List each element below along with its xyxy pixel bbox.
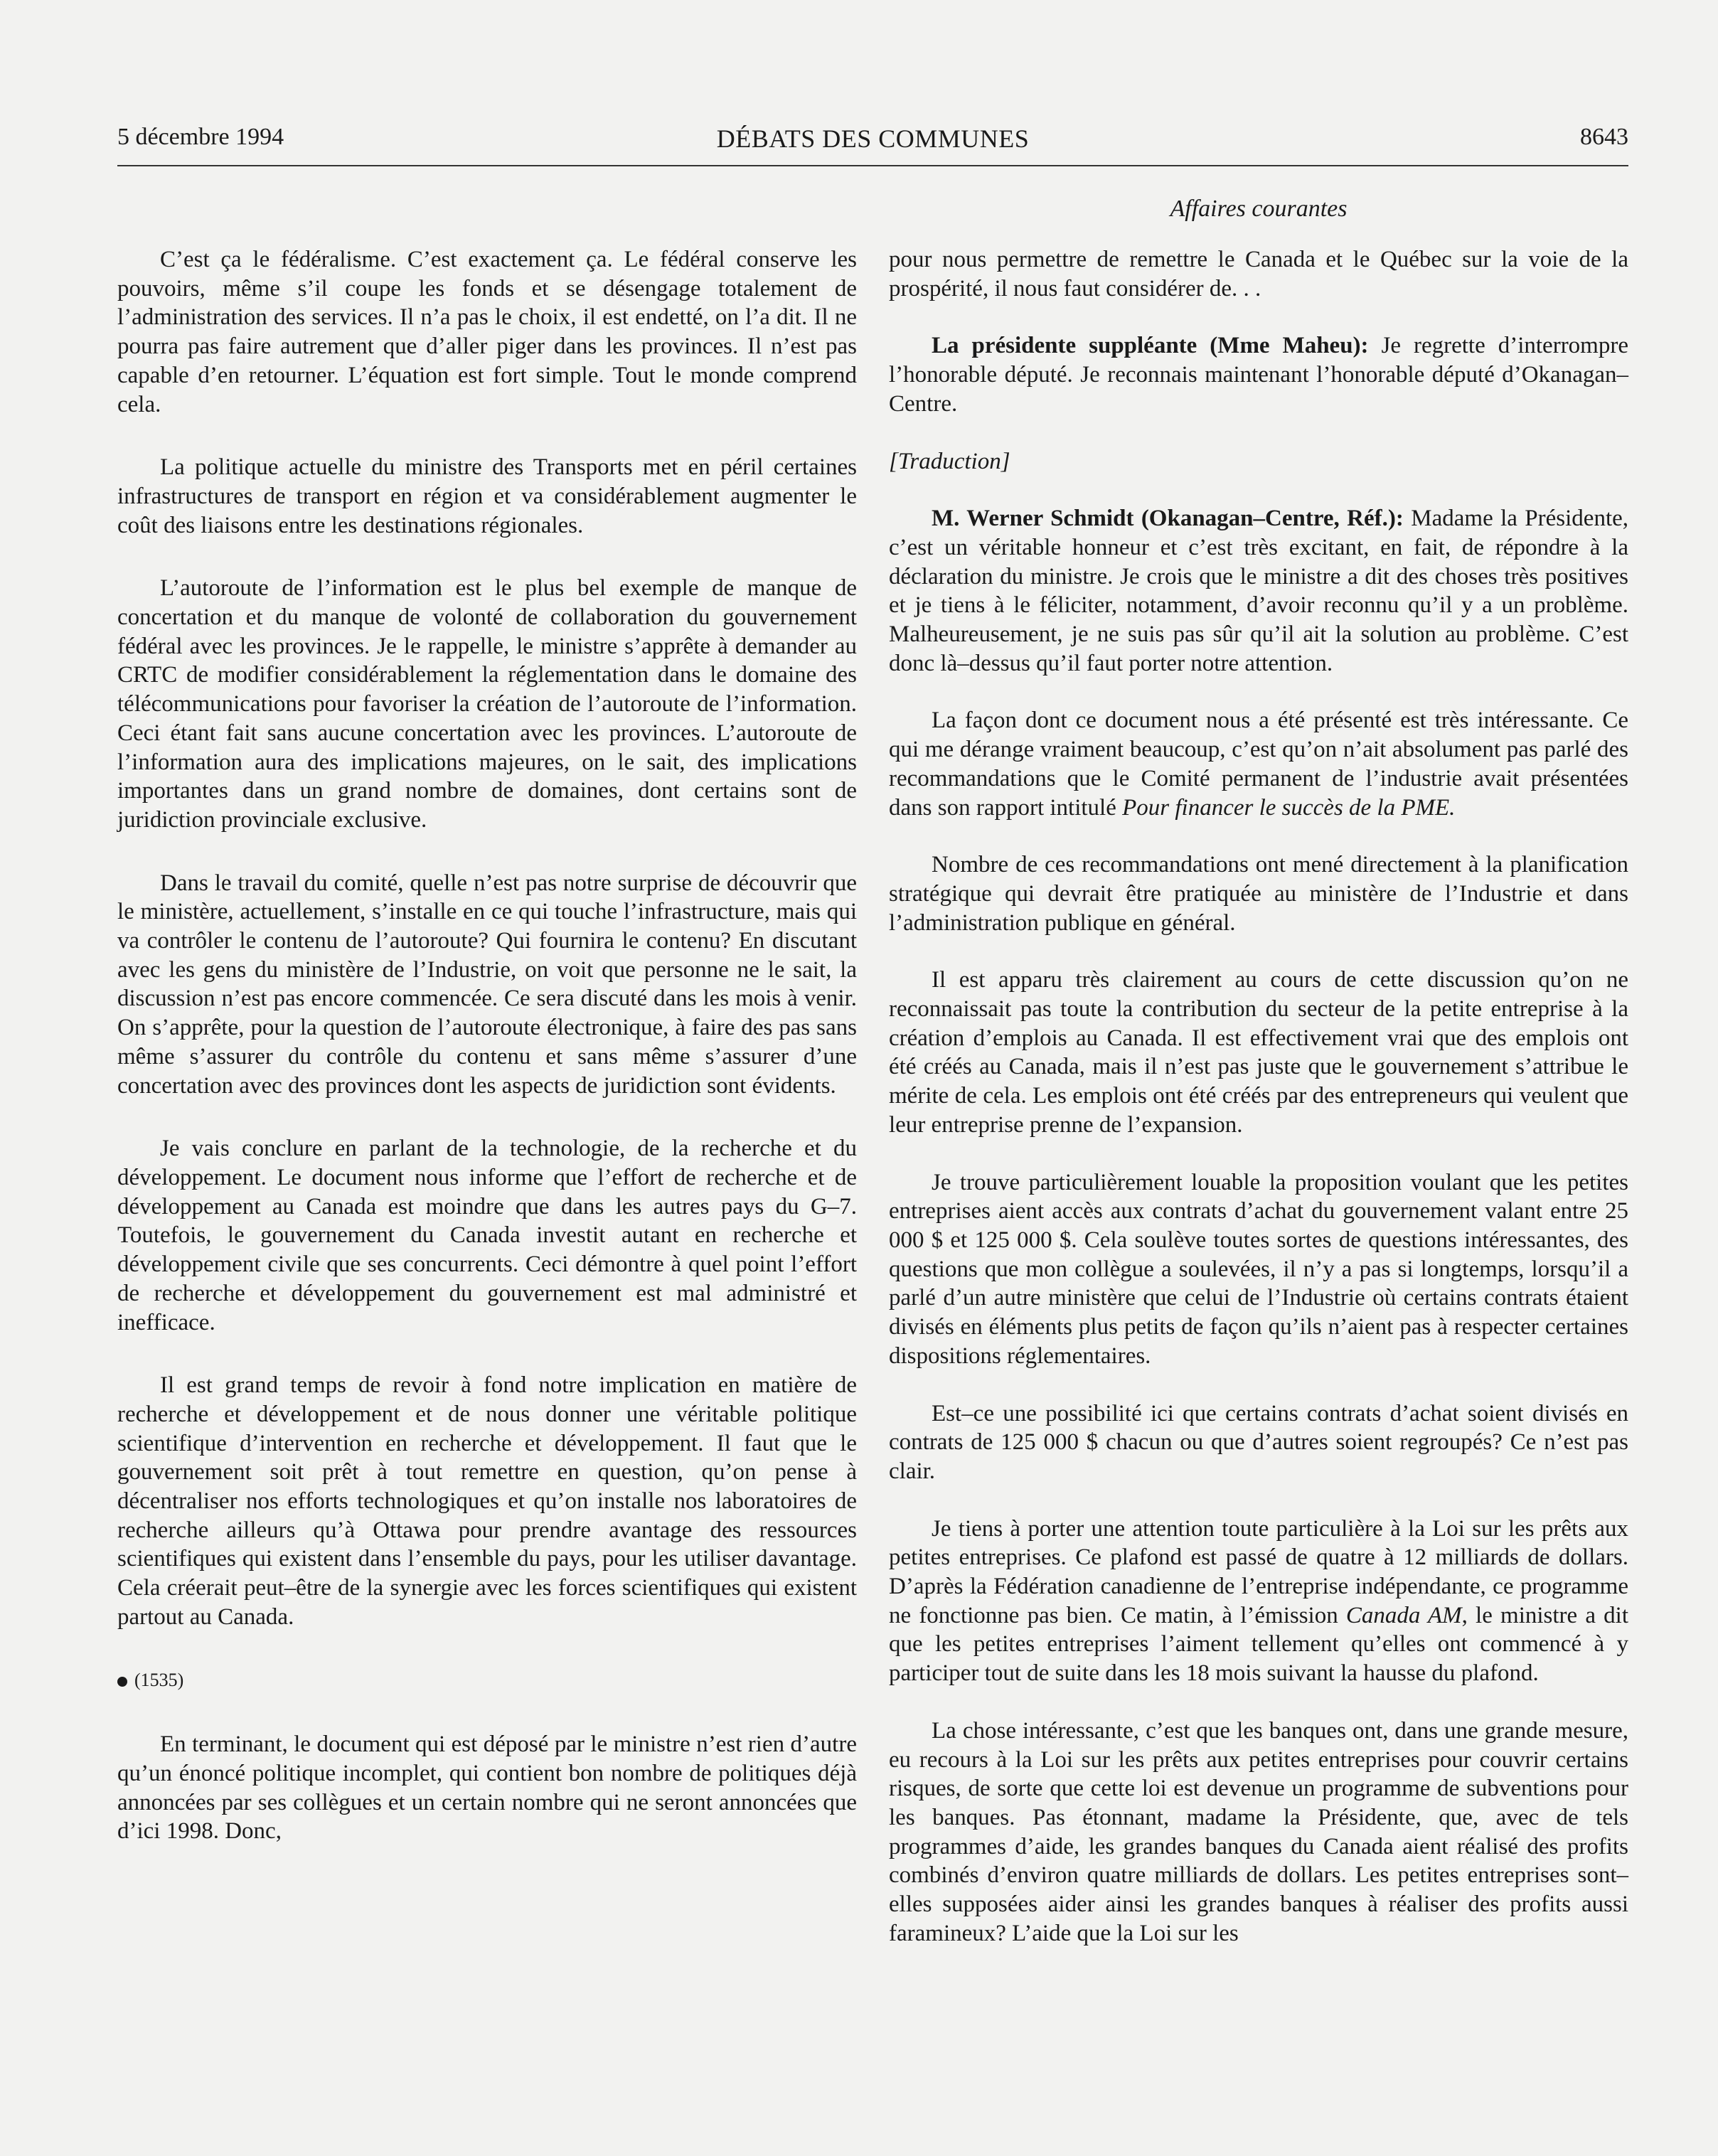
bullet-icon — [117, 1677, 127, 1687]
speaker-name: La présidente suppléante (Mme Maheu): — [932, 333, 1369, 359]
paragraph: pour nous permettre de remettre le Canada et le Québec sur la voie de la prospérité, il nous faut considérer de. . . — [889, 247, 1628, 301]
paragraph — [889, 1515, 1628, 1688]
left-column — [117, 245, 857, 1846]
speaker-paragraph — [889, 331, 1628, 418]
paragraph: C’est ça le fédéralisme. C’est exactement ça. Le fédéral conserve les pouvoirs, même s’il coupe les fonds et se désengage totalement de l’administration des services. Il n’a pas le choix, il est endetté, on l’a dit. Il ne pourra pas faire autrement que d’aller piger dans les provinces. Il n’est pas capable d’en retourner. L’équation est fort simple. Tout le monde comprend cela. — [117, 247, 857, 417]
paragraph: Nombre de ces recommandations ont mené directement à la planification stratégique qui devrait être pratiquée au ministère de l’Industrie et dans l’administration publique en général. — [889, 852, 1628, 936]
time-marker — [117, 1666, 857, 1695]
right-column — [889, 245, 1628, 1948]
translation-label-text: [Traduction] — [889, 448, 1010, 474]
speaker-name: M. Werner Schmidt (Okanagan–Centre, Réf.): — [932, 506, 1404, 532]
speech-text: , le ministre a dit que les petites entreprises l’aiment tellement qu’elles ont commencé à y participer tout de suite dans les 18 mois suivant la hausse du plafond. — [889, 1602, 1629, 1687]
paragraph: La chose intéressante, c’est que les banques ont, dans une grande mesure, eu recours à la Loi sur les prêts aux petites entreprises pour couvrir certains risques, de sorte que cette loi est devenue un programme de subventions pour les banques. Pas étonnant, madame la Présidente, que, avec de tels programmes d’aide, les grandes banques du Canada aient réalisé des profits combinés d’environ quatre milliards de dollars. Les petites entreprises sont–elles supposées aider ainsi les grandes banques à réaliser des profits aussi faramineux? L’aide que la Loi sur les — [889, 1717, 1628, 1946]
paragraph: Dans le travail du comité, quelle n’est pas notre surprise de découvrir que le ministère, actuellement, s’installe en ce qui touche l’infrastructure, mais qui va contrôler le contenu de l’autoroute? Qui fournira le contenu? En discutant avec les gens du ministère de l’Industrie, on voit que personne ne le sait, la discussion n’est pas encore commencée. Ce sera discuté dans les mois à venir. On s’apprête, pour la question de l’autoroute électronique, à faire des pas sans même s’assurer du contrôle du contenu et sans même s’assurer d’une concertation avec des provinces dont les aspects de juridiction sont évidents. — [117, 870, 857, 1099]
report-title: Pour financer le succès de la PME. — [1122, 794, 1456, 821]
paragraph — [889, 706, 1628, 822]
section-title: Affaires courantes — [1170, 196, 1348, 222]
speech-text: Je tiens à porter une attention toute particulière à la Loi sur les prêts aux petites entreprises. Ce plafond est passé de quatre à 12 milliards de dollars. D’après la Fédération canadienne de l’entreprise indépendante, ce programme ne fonctionne pas bien. Ce matin, à l’émission — [889, 1515, 1628, 1628]
header-page-number: 8643 — [1580, 124, 1628, 150]
time-marker-text: (1535) — [134, 1669, 184, 1690]
paragraph: Il est apparu très clairement au cours de cette discussion qu’on ne reconnaissait pas toute la contribution du secteur de la petite entreprise à la création d’emplois au Canada. Il est effectivement vrai que des emplois ont été créés au Canada, mais il n’est pas juste que le gouvernement s’attribue le mérite de cela. Les emplois ont été créés par des entrepreneurs qui veulent que leur entreprise prenne de l’expansion. — [889, 967, 1628, 1138]
paragraph: L’autoroute de l’information est le plus bel exemple de manque de concertation et du manque de volonté de collaboration du gouvernement fédéral avec les provinces. Je le rappelle, le ministre s’apprête à demander au CRTC de modifier considérablement la réglementation dans le domaine des télécommunications pour favoriser la création de l’autoroute de l’information. Ceci étant fait sans aucune concertation avec les provinces. L’autoroute de l’information aura des implications majeures, on le sait, des implications importantes dans un grand nombre de domaines, dont certains sont de juridiction provinciale exclusive. — [117, 575, 857, 833]
paragraph: Est–ce une possibilité ici que certains contrats d’achat soient divisés en contrats de 125 000 $ chacun ou que d’autres soient regroupés? Ce n’est pas clair. — [889, 1400, 1628, 1484]
header-rule — [117, 165, 1628, 166]
show-title: Canada AM — [1345, 1602, 1462, 1628]
header-date: 5 décembre 1994 — [117, 124, 284, 150]
header-title: DÉBATS DES COMMUNES — [716, 124, 1030, 153]
speech-text: Madame la Présidente, c’est un véritable honneur et c’est très excitant, en fait, de répondre à la déclaration du ministre. Je crois que le ministre a dit des choses très positives et je tiens à le féliciter, notamment, d’avoir reconnu qu’il y a un problème. Malheureusement, je ne suis pas sûr qu’il ait la solution au problème. C’est donc là–dessus qu’il faut porter notre attention. — [889, 506, 1629, 676]
translation-label — [889, 447, 1628, 476]
speaker-paragraph — [889, 504, 1628, 678]
paragraph: En terminant, le document qui est déposé par le ministre n’est rien d’autre qu’un énoncé politique incomplet, qui contient bon nombre de politiques déjà annoncées par ses collègues et un certain nombre qui ne seront annoncées que d’ici 1998. Donc, — [117, 1731, 857, 1845]
page-header — [117, 121, 1628, 164]
paragraph: La politique actuelle du ministre des Transports met en péril certaines infrastructures de transport en région et va considérablement augmenter le coût des liaisons entre les destinations régionales. — [117, 454, 857, 538]
speech-text: La façon dont ce document nous a été présenté est très intéressante. Ce qui me dérange vraiment beaucoup, c’est qu’on n’ait absolument pas parlé des recommandations que le Comité permanent de l’industrie avait présentées dans son rapport intitulé — [889, 708, 1628, 821]
paragraph: Je trouve particulièrement louable la proposition voulant que les petites entreprises aient accès aux contrats d’achat du gouvernement valant entre 25 000 $ et 125 000 $. Cela soulève toutes sortes de questions intéressantes, des questions que mon collègue a soulevées, il n’y a pas si longtemps, lorsqu’il a parlé d’un autre ministère que celui de l’Industrie où certains contrats étaient divisés en éléments plus petits de façon qu’ils n’aient pas à respecter certaines dispositions réglementaires. — [889, 1169, 1628, 1369]
paragraph: Il est grand temps de revoir à fond notre implication en matière de recherche et développement et de nous donner une véritable politique scientifique d’intervention en recherche et développement. Il faut que le gouvernement soit prêt à tout remettre en question, qu’on pense à décentraliser nos efforts technologiques et qu’on installe nos laboratoires de recherche ailleurs qu’à Ottawa pour prendre avantage des ressources scientifiques qui existent dans l’ensemble du pays, pour les utiliser davantage. Cela créerait peut–être de la synergie avec les forces scientifiques qui existent partout au Canada. — [117, 1372, 857, 1630]
speech-text: Je regrette d’interrompre l’honorable député. Je reconnais maintenant l’honorable député d’Okanagan–Centre. — [889, 333, 1628, 417]
paragraph: Je vais conclure en parlant de la technologie, de la recherche et du développement. Le document nous informe que l’effort de recherche et de développement au Canada est moindre que dans les autres pays du G–7. Toutefois, le gouvernement du Canada investit autant en recherche et développement civile que ses concurrents. Ceci démontre à quel point l’effort de recherche et développement du gouvernement est mal administré et inefficace. — [117, 1136, 857, 1335]
